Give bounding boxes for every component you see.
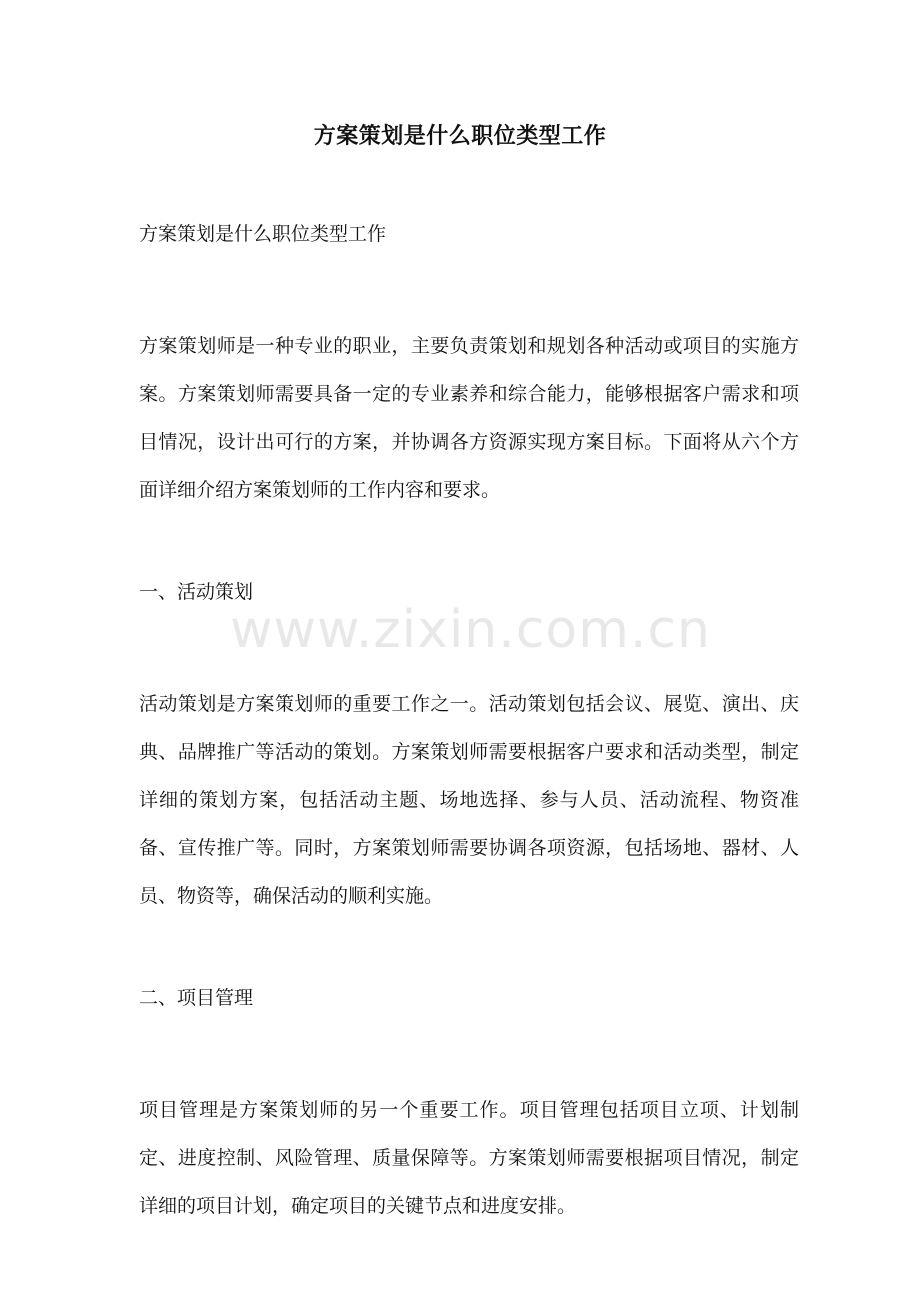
section-heading-activity: 一、活动策划 [139, 581, 254, 603]
intro-paragraph: 方案策划师是一种专业的职业，主要负责策划和规划各种活动或项目的实施方案。方案策划师需要具备一定的专业素养和综合能力，能够根据客户需求和项目情况，设计出可行的方案，并协调各方资源实现方案目标。下面将从六个方面详细介绍方案策划师的工作内容和要求。 [139, 335, 799, 501]
section-body-project: 项目管理是方案策划师的另一个重要工作。项目管理包括项目立项、计划制定、进度控制、风险管理、质量保障等。方案策划师需要根据项目情况，制定详细的项目计划，确定项目的关键节点和进度安排。 [139, 1099, 799, 1217]
spacer [139, 612, 799, 680]
spacer [139, 1018, 799, 1086]
spacer [139, 920, 799, 978]
document-title: 方案策划是什么职位类型工作 [313, 123, 607, 149]
document-subtitle: 方案策划是什么职位类型工作 [139, 223, 387, 245]
watermark: www.zixin.com.cn [230, 600, 711, 660]
document-body [139, 214, 799, 1230]
spacer [139, 254, 799, 322]
section-body-activity: 活动策划是方案策划师的重要工作之一。活动策划包括会议、展览、演出、庆典、品牌推广等活动的策划。方案策划师需要根据客户要求和活动类型，制定详细的策划方案，包括活动主题、场地选择、参与人员、活动流程、物资准备、宣传推广等。同时，方案策划师需要协调各项资源，包括场地、器材、人员、物资等，确保活动的顺利实施。 [139, 693, 799, 907]
spacer [139, 514, 799, 572]
section-heading-project: 二、项目管理 [139, 987, 254, 1009]
